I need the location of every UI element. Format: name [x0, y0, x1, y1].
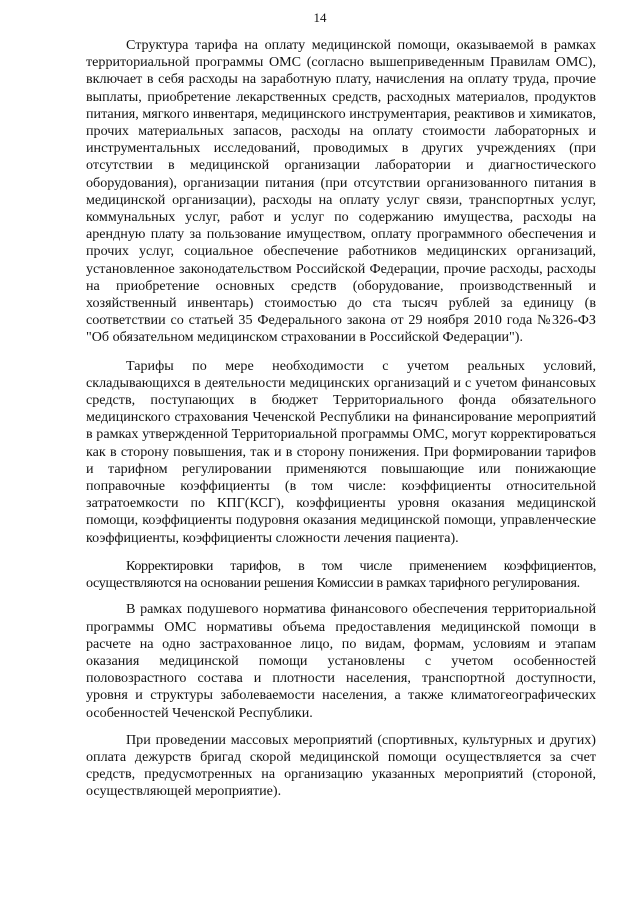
paragraph-mass-events: При проведении массовых мероприятий (спортивных, культурных и других) оплата дежурств бригад скорой медицинской помощи осуществляется за счет средств, предусмотренных на организацию указанных мероприятий (стороной, осуществляющей мероприятие). — [86, 731, 596, 800]
document-body — [86, 37, 596, 801]
paragraph-per-capita-norms: В рамках подушевого норматива финансового обеспечения территориальной программы ОМС нормативы объема предоставления медицинской помощи в расчете на одно застрахованное лицо, по видам, формам, условиям и этапам оказания медицинской помощи установлены с учетом особенностей половозрастного состава и плотности населения, транспортной доступности, уровня и структуры заболеваемости населения, а также климатогеографических особенностей Чеченской Республики. — [86, 601, 596, 721]
paragraph-tariff-structure: Структура тарифа на оплату медицинской помощи, оказываемой в рамках территориальной программы ОМС (согласно вышеприведенным Правилам ОМС), включает в себя расходы на заработную плату, начисления на оплату труда, прочие выплаты, приобретение лекарственных средств, расходных материалов, продуктов питания, мягкого инвентаря, медицинского инструментария, реактивов и химикатов, прочих материальных запасов, расходы на оплату стоимости лабораторных и инструментальных исследований, проводимых в других учреждениях (при отсутствии в медицинской организации лаборатории и диагностического оборудования), организации питания (при отсутствии организованного питания в медицинской организации), расходы на оплату услуг связи, транспортных услуг, коммунальных услуг, работ и услуг по содержанию имущества, расходы на арендную плату за пользование имуществом, оплату программного обеспечения и прочих услуг, социальное обеспечение работников медицинских организаций, установленное законодательством Российской Федерации, прочие расходы, расходы на приобретение основных средств (оборудование, производственный и хозяйственный инвентарь) стоимостью до ста тысяч рублей за единицу (в соответствии со статьей 35 Федерального закона от 29 ноября 2010 года №326-ФЗ "Об обязательном медицинском страховании в Российской Федерации"). — [86, 37, 596, 346]
page-number: 14 — [313, 10, 327, 25]
paragraph-commission-decision: Корректировки тарифов, в том числе применением коэффициентов, осуществляются на основании решения Комиссии в рамках тарифного регулирования. — [86, 557, 596, 592]
paragraph-tariff-adjustment: Тарифы по мере необходимости с учетом реальных условий, складывающихся в деятельности медицинских организаций и с учетом финансовых средств, поступающих в бюджет Территориального фонда обязательного медицинского страхования Чеченской Республики на финансирование мероприятий в рамках утвержденной Территориальной программы ОМС, могут корректироваться как в сторону повышения, так и в сторону понижения. При формировании тарифов и тарифном регулировании применяются повышающие или понижающие поправочные коэффициенты (в том числе: коэффициенты относительной затратоемкости по КПГ(КСГ), коэффициенты уровня оказания медицинской помощи, коэффициенты подуровня оказания медицинской помощи, управленческие коэффициенты, коэффициенты сложности лечения пациента). — [86, 357, 596, 546]
